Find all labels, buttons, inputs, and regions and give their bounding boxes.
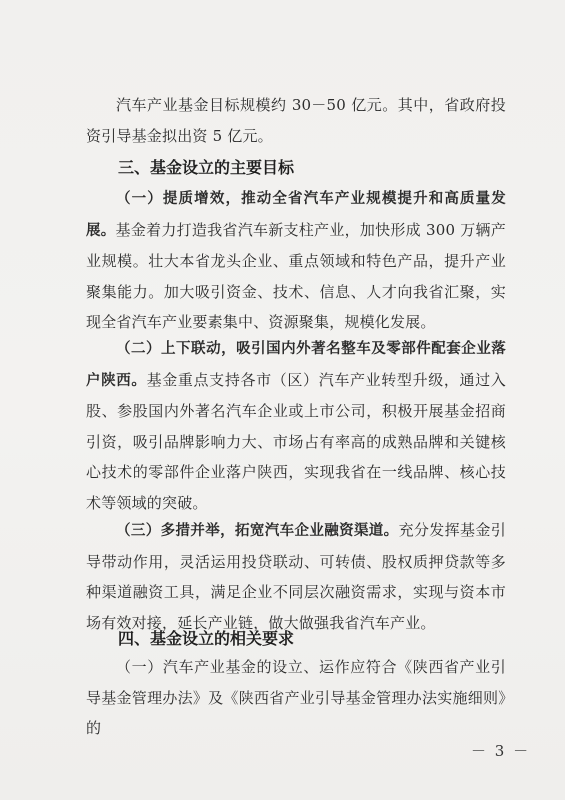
section-heading-3: 三、基金设立的主要目标 xyxy=(118,158,295,177)
goal-2-lead: （二）上下联动，吸引国内外著名整车及零部件配套企业落户陕西。 xyxy=(86,341,506,389)
page-number: － 3 － xyxy=(471,742,531,760)
goal-2-body: 基金重点支持各市（区）汽车产业转型升级，通过入股、参股国内外著名汽车企业或上市公司，积极开展基金招商引资，吸引品牌影响力大、市场占有率高的成熟品牌和关键核心技术的零部件企业落户陕西，实现我省在一线品牌、核心技术等领域的突破。 xyxy=(86,370,506,512)
goal-2-paragraph xyxy=(86,333,506,518)
goal-1-paragraph xyxy=(86,183,506,338)
requirement-1-paragraph: （一）汽车产业基金的设立、运作应符合《陕西省产业引导基金管理办法》及《陕西省产业引导基金管理办法实施细则》的 xyxy=(86,658,506,737)
goal-3-lead: （三）多措并举，拓宽汽车企业融资渠道。 xyxy=(116,523,399,539)
section-heading-4: 四、基金设立的相关要求 xyxy=(118,629,295,648)
intro-paragraph: 汽车产业基金目标规模约 30－50 亿元。其中，省政府投资引导基金拟出资 5 亿元。 xyxy=(86,96,506,145)
goal-1-body: 基金着力打造我省汽车新支柱产业，加快形成 300 万辆产业规模。壮大本省龙头企业、重点领域和特色产品，提升产业聚集能力。加大吸引资金、技术、信息、人才向我省汇聚，实现全省汽车产业要素集中、资源聚集，规模化发展。 xyxy=(86,220,506,331)
goal-1-lead: （一）提质增效，推动全省汽车产业规模提升和高质量发展。 xyxy=(86,191,506,239)
goal-3-paragraph xyxy=(86,515,506,638)
goal-3-body: 充分发挥基金引导带动作用，灵活运用投贷联动、可转债、股权质押贷款等多种渠道融资工具，满足企业不同层次融资需求，实现与资本市场有效对接，延长产业链，做大做强我省汽车产业。 xyxy=(86,521,506,632)
